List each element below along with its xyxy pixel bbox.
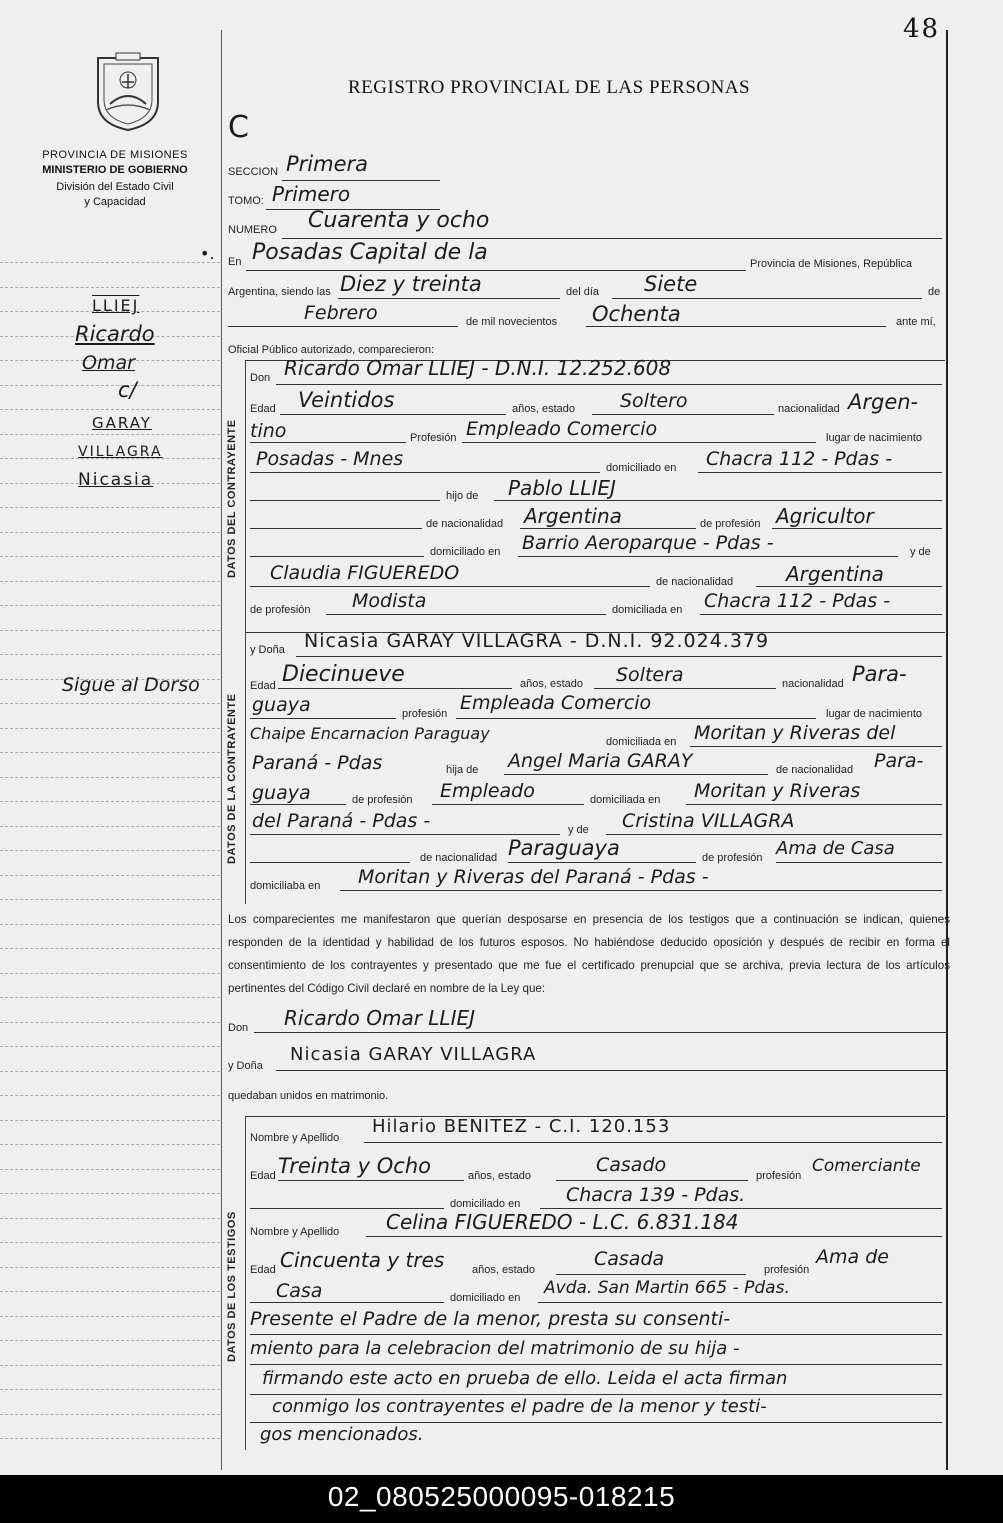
testigos-bracket	[245, 1116, 246, 1450]
contrayente2-bracket	[245, 632, 246, 904]
c2-padre-dom2: del Paraná - Pdas -	[252, 810, 431, 832]
c1-nombre: Ricardo Omar LLIEJ - D.N.I. 12.252.608	[284, 356, 672, 380]
c2-lugar-nac-label: lugar de nacimiento	[826, 708, 923, 720]
note-line-4-rule	[250, 1422, 942, 1423]
c1-prof-label: Profesión	[410, 432, 457, 444]
t1-edad-label: Edad	[250, 1170, 276, 1182]
t2-nombre: Celina FIGUEREDO - L.C. 6.831.184	[386, 1210, 739, 1234]
c1-nombre-line	[276, 384, 942, 385]
margin-rule-line	[0, 899, 220, 900]
c2-padre-dom-label: domiciliada en	[590, 794, 661, 806]
lugar-value: Posadas Capital de la	[252, 240, 488, 265]
mes-value: Febrero	[304, 302, 378, 324]
tomo-label: TOMO:	[228, 195, 264, 207]
seccion-line	[282, 180, 440, 181]
c1-estado-line	[592, 414, 774, 415]
c1-madre-nac: Argentina	[786, 562, 884, 586]
t1-edad-line	[278, 1180, 464, 1181]
c1-domic2-label: domiciliado en	[430, 546, 501, 558]
c1-padre-line	[494, 500, 942, 501]
c2-y-de-label: y de	[568, 824, 589, 836]
margin-rule-line	[0, 581, 220, 582]
c2-nac-label: nacionalidad	[782, 678, 844, 690]
c2-edad-label: Edad	[250, 680, 276, 692]
c1-padre-nac-line	[520, 528, 696, 529]
t2-estado-line	[556, 1274, 746, 1275]
dia-value: Siete	[644, 272, 698, 296]
c1-lugar-nac: Posadas - Mnes	[256, 448, 404, 470]
c1-madre-dom-label: domiciliada en	[612, 604, 683, 616]
c2-de-prof-label: de profesión	[352, 794, 413, 806]
c2-edad-line	[278, 688, 512, 689]
tomo-value: Primero	[272, 182, 351, 206]
margin-rule-line	[0, 1046, 220, 1047]
margin-rule-line	[0, 556, 220, 557]
c1-domicilio-line	[698, 472, 942, 473]
anio-line	[586, 326, 886, 327]
margin-rule-line	[0, 1340, 220, 1341]
t1-nombre: Hilario BENITEZ - C.I. 120.153	[372, 1116, 671, 1137]
c2-nac2: guaya	[252, 694, 311, 716]
t1-dom-line	[540, 1208, 942, 1209]
margin-rule-line	[0, 409, 220, 410]
margin-rule-line	[0, 703, 220, 704]
c1-prof-line	[462, 442, 816, 443]
contrayente2-section-label: DATOS DE LA CONTRAYENTE	[226, 693, 238, 864]
right-border	[946, 30, 948, 1470]
margin-continues: Sigue al Dorso	[62, 674, 200, 696]
oficial-label: Oficial Público autorizado, comparecieron:	[228, 344, 435, 356]
numero-value: Cuarenta y ocho	[308, 208, 490, 233]
decl-don-line	[254, 1032, 948, 1033]
anio-value: Ochenta	[592, 302, 681, 326]
provincia-text: Provincia de Misiones, República	[750, 258, 913, 270]
c1-padre-dom-line	[518, 556, 898, 557]
margin-rule-line	[0, 654, 220, 655]
record-mark: C	[228, 110, 249, 145]
mes-line	[228, 326, 458, 327]
c1-estado-label: años, estado	[512, 403, 575, 415]
margin-rule-line	[0, 287, 220, 288]
c1-de-prof-label: de profesión	[700, 518, 761, 530]
c2-padre-dom2-line	[250, 834, 560, 835]
province-label: PROVINCIA DE MISIONES	[42, 149, 188, 161]
t2-prof2-line	[250, 1302, 444, 1303]
c2-padre-nac1: Para-	[874, 750, 924, 772]
c1-edad-line	[280, 414, 506, 415]
seal-icon	[92, 52, 164, 132]
c1-nac1: Argen-	[848, 390, 919, 414]
ministry-label: MINISTERIO DE GOBIERNO	[42, 164, 188, 176]
c1-lugar-nac-label: lugar de nacimiento	[826, 432, 923, 444]
de-label: de	[928, 286, 941, 298]
note-line-3-rule	[250, 1394, 942, 1395]
c2-padre-line	[504, 774, 768, 775]
decl-don-label: Don	[228, 1022, 249, 1034]
t2-edad: Cincuenta y tres	[280, 1248, 445, 1272]
c1-madre-nac-line	[756, 586, 942, 587]
c2-padre-nac2-line	[250, 804, 346, 805]
c2-hija-label: hija de	[446, 764, 479, 776]
margin-surname: LLIEJ	[92, 296, 140, 315]
margin-name1: Ricardo	[75, 322, 155, 346]
note-line-1-rule	[250, 1334, 942, 1335]
margin-rule-line	[0, 262, 220, 263]
margin-rule-line	[0, 997, 220, 998]
document-title: REGISTRO PROVINCIAL DE LAS PERSONAS	[348, 77, 751, 98]
lugar-line	[246, 270, 746, 271]
division-label-2: y Capacidad	[84, 196, 146, 208]
t1-dom: Chacra 139 - Pdas.	[566, 1184, 746, 1206]
margin-rule-line	[0, 1120, 220, 1121]
t2-dom: Avda. San Martin 665 - Pdas.	[544, 1278, 790, 1298]
testigos-section-label: DATOS DE LOS TESTIGOS	[226, 1211, 238, 1362]
note-line-2-rule	[250, 1364, 942, 1365]
c1-padre-nac: Argentina	[524, 504, 622, 528]
c1-madre-line	[250, 586, 650, 587]
note-line-2: miento para la celebracion del matrimonio de su hija -	[250, 1338, 740, 1359]
c2-profesion: Empleada Comercio	[460, 692, 652, 714]
c2-madre-prof: Ama de Casa	[776, 838, 895, 859]
t1-nombre-line	[364, 1142, 942, 1143]
margin-rule-line	[0, 1389, 220, 1390]
margin-rule-line	[0, 973, 220, 974]
margin-rule-line	[0, 1242, 220, 1243]
c2-estado: Soltera	[616, 664, 684, 686]
t2-prof1: Ama de	[816, 1246, 889, 1268]
division-label: División del Estado Civil	[56, 181, 174, 193]
c1-don-label: Don	[250, 372, 271, 384]
c2-padre: Angel Maria GARAY	[508, 750, 693, 772]
numero-label: NUMERO	[228, 224, 277, 236]
c2-domicilio2: Paraná - Pdas	[252, 752, 383, 774]
note-line-4: conmigo los contrayentes el padre de la menor y testi-	[272, 1396, 767, 1417]
c1-hijo-label: hijo de	[446, 490, 479, 502]
c2-dona-label: y Doña	[250, 644, 285, 656]
c2-madre-nac: Paraguaya	[508, 836, 620, 860]
t1-prof-label: profesión	[756, 1170, 802, 1182]
c2-lugar-nac: Chaipe Encarnacion Paraguay	[250, 724, 490, 743]
c2-domicilio1: Moritan y Riveras del	[694, 722, 896, 744]
c1-padre: Pablo LLIEJ	[508, 476, 616, 500]
dia-line	[612, 298, 922, 299]
c1-nac-label: nacionalidad	[778, 403, 840, 415]
c2-padre-prof: Empleado	[440, 780, 535, 802]
c1-nac2: tino	[250, 420, 287, 442]
c2-madre-prof-line	[776, 862, 942, 863]
t1-dom-pre-line	[250, 1208, 444, 1209]
c1-domicilio: Chacra 112 - Pdas -	[706, 448, 893, 470]
margin-rule-line	[0, 1169, 220, 1170]
c1-y-de-label: y de	[910, 546, 931, 558]
t1-prof: Comerciante	[812, 1156, 921, 1176]
c2-madre-prof-label: de profesión	[702, 852, 763, 864]
t1-estado: Casado	[596, 1154, 667, 1176]
margin-rule-line	[0, 752, 220, 753]
c2-madre: Cristina VILLAGRA	[622, 810, 795, 832]
ante-mi-label: ante mí,	[896, 316, 936, 328]
mil-novecientos-label: de mil novecientos	[466, 316, 558, 328]
c1-pdom-pre-line	[250, 556, 424, 557]
c2-madre-line	[606, 834, 942, 835]
margin-divider	[221, 30, 222, 1470]
argentina-text: Argentina, siendo las	[228, 286, 331, 298]
hora-value: Diez y treinta	[340, 272, 482, 296]
c1-estado: Soltero	[620, 390, 688, 412]
c2-edad: Diecinueve	[282, 662, 405, 687]
c2-padre-dom1: Moritan y Riveras	[694, 780, 861, 802]
decl-dona-line	[276, 1070, 948, 1071]
margin-name2: Omar	[82, 352, 135, 374]
c1-domic-label: domiciliado en	[606, 462, 677, 474]
footer-bar	[0, 1475, 1003, 1523]
margin-rule-line	[0, 385, 220, 386]
margin-rule-line	[0, 1267, 220, 1268]
t1-edad: Treinta y Ocho	[278, 1154, 432, 1178]
margin-name3: Nicasia	[78, 470, 154, 490]
hora-line	[338, 298, 560, 299]
c2-prof-label: profesión	[402, 708, 448, 720]
c2-madre-nac-line	[508, 862, 696, 863]
c2-prof-line	[456, 718, 816, 719]
c1-madre-dom-line	[700, 614, 942, 615]
margin-rule-line	[0, 1316, 220, 1317]
c1-madre-prof: Modista	[352, 590, 427, 612]
seccion-value: Primera	[286, 152, 369, 176]
margin-rule-line	[0, 1144, 220, 1145]
margin-rule-line	[0, 605, 220, 606]
declaration-text: Los comparecientes me manifestaron que querían desposarse en presencia de los testigos que a continuación se indican, quienes responden de la identidad y habilidad de los futuros esposos. No habiéndose deducido oposición y después de recibir en forma el consentimiento de los contrayentes y presentado que me fue el certificado prenupcial que se archiva, previa lectura de los artículos pertinentes del Código Civil declaré en nombre de la Ley que:	[228, 913, 950, 995]
t2-estado: Casada	[594, 1248, 665, 1270]
margin-rule-line	[0, 1291, 220, 1292]
margin-surname2: GARAY	[92, 414, 152, 432]
note-line-3: firmando este acto en prueba de ello. Leida el acta firman	[262, 1368, 788, 1389]
margin-rule-line	[0, 1193, 220, 1194]
margin-rule-line	[0, 728, 220, 729]
margin-surname3: VILLAGRA	[78, 444, 163, 460]
decl-don: Ricardo Omar LLIEJ	[284, 1006, 475, 1030]
c1-madre: Claudia FIGUEREDO	[270, 562, 460, 584]
t2-prof2: Casa	[276, 1280, 323, 1302]
t2-estado-label: años, estado	[472, 1264, 535, 1276]
t2-nombre-line	[366, 1236, 942, 1237]
margin-rule-line	[0, 1414, 220, 1415]
c2-estado-line	[594, 688, 776, 689]
margin-rule-line	[0, 1071, 220, 1072]
c2-padre-prof-line	[432, 804, 584, 805]
c1-pnac-pre-line	[250, 528, 422, 529]
margin-rule-line	[0, 1438, 220, 1439]
c2-domic-label: domiciliada en	[606, 736, 677, 748]
t1-label: Nombre y Apellido	[250, 1132, 340, 1144]
t2-edad-label: Edad	[250, 1264, 276, 1276]
t1-estado-label: años, estado	[468, 1170, 531, 1182]
c1-profesion: Empleado Comercio	[466, 418, 658, 440]
c2-nombre: Nicasia GARAY VILLAGRA - D.N.I. 92.024.379	[304, 630, 770, 652]
margin-conj: c/	[118, 378, 137, 402]
c2-mnac-pre-line	[250, 862, 410, 863]
t2-dom-line	[538, 1302, 942, 1303]
margin-rule-line	[0, 801, 220, 802]
margin-rule-line	[0, 1095, 220, 1096]
c1-madre-nac-label: de nacionalidad	[656, 576, 734, 588]
numero-line	[282, 238, 942, 239]
c2-madre-dom-line	[340, 890, 942, 891]
c2-madre-dom: Moritan y Riveras del Paraná - Pdas -	[358, 866, 709, 888]
c2-domicilio-line	[690, 746, 942, 747]
margin-rule-line	[0, 1022, 220, 1023]
footer-code: 02_080525000095-018215	[327, 1481, 676, 1512]
decl-dona-label: y Doña	[228, 1060, 263, 1072]
margin-rule-line	[0, 948, 220, 949]
c2-estado-label: años, estado	[520, 678, 583, 690]
margin-rule-line	[0, 507, 220, 508]
issuer-block	[20, 148, 210, 210]
t2-prof-label: profesión	[764, 1264, 810, 1276]
t1-dom-label: domiciliado en	[450, 1198, 521, 1210]
c1-hijo-pre-line	[250, 500, 440, 501]
seccion-label: SECCION	[228, 166, 279, 178]
margin-rule-line	[0, 1218, 220, 1219]
page-number: 48	[903, 14, 941, 44]
c1-nac2-line	[250, 442, 406, 443]
del-dia-label: del día	[566, 286, 600, 298]
t2-label: Nombre y Apellido	[250, 1226, 340, 1238]
c1-lugar-nac-line	[250, 472, 600, 473]
contrayente1-bracket	[245, 360, 246, 640]
c2-nac1: Para-	[852, 662, 907, 686]
c1-edad-label: Edad	[250, 403, 276, 415]
margin-rule-line	[0, 630, 220, 631]
margin-rule-line	[0, 826, 220, 827]
t1-estado-line	[556, 1180, 748, 1181]
c1-edad: Veintidos	[298, 388, 395, 412]
c2-padre-dom-line	[686, 804, 942, 805]
c1-padre-prof: Agricultor	[776, 504, 874, 528]
c1-madre-prof-line	[326, 614, 606, 615]
c2-padre-nac2: guaya	[252, 782, 311, 804]
contrayente1-section-label: DATOS DEL CONTRAYENTE	[226, 419, 238, 578]
note-line-1: Presente el Padre de la menor, presta su consenti-	[250, 1308, 731, 1330]
c2-madre-nac-label: de nacionalidad	[420, 852, 498, 864]
margin-rule-line	[0, 532, 220, 533]
c1-padre-dom: Barrio Aeroparque - Pdas -	[522, 532, 774, 554]
c1-madre-prof-label: de profesión	[250, 604, 311, 616]
t2-dom-label: domiciliado en	[450, 1292, 521, 1304]
c2-nac2-line	[250, 718, 396, 719]
c2-nombre-line	[296, 656, 942, 657]
note-line-5: gos mencionados.	[260, 1424, 424, 1445]
unidos-text: quedaban unidos en matrimonio.	[228, 1090, 389, 1102]
c1-de-nac-label: de nacionalidad	[426, 518, 504, 530]
decl-dona: Nicasia GARAY VILLAGRA	[290, 1044, 537, 1065]
en-label: En	[228, 256, 242, 268]
c1-madre-dom: Chacra 112 - Pdas -	[704, 590, 891, 612]
margin-rule-line	[0, 924, 220, 925]
margin-rule-line	[0, 1365, 220, 1366]
margin-rule-line	[0, 434, 220, 435]
c1-padre-prof-line	[772, 528, 942, 529]
arrow-mark: •.	[200, 244, 215, 263]
margin-rule-line	[0, 777, 220, 778]
margin-rule-line	[0, 850, 220, 851]
c2-de-nac-label: de nacionalidad	[776, 764, 854, 776]
c2-madre-dom-label: domiciliaba en	[250, 880, 321, 892]
margin-rule-line	[0, 875, 220, 876]
